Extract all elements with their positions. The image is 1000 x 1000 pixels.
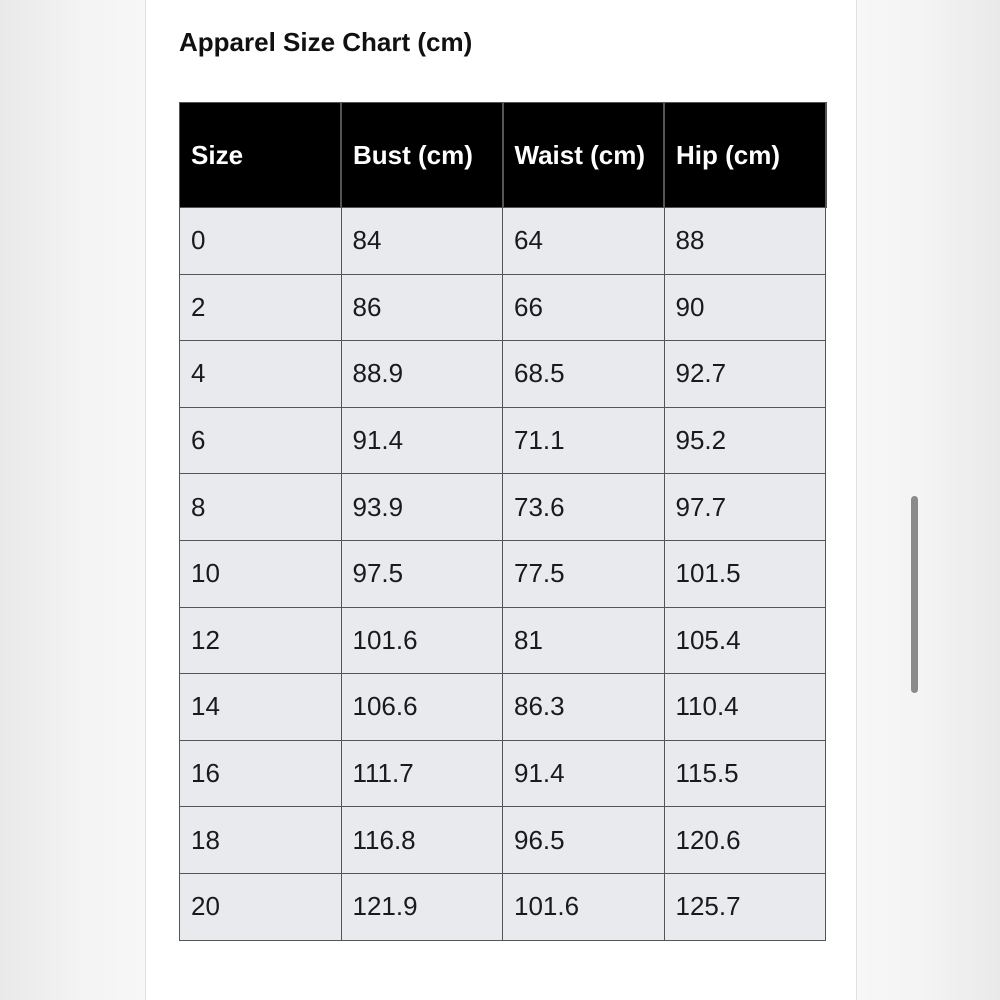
- cell-bust: 121.9: [341, 873, 503, 940]
- cell-hip: 125.7: [664, 873, 826, 940]
- cell-size: 0: [180, 208, 342, 275]
- cell-waist: 68.5: [503, 341, 665, 408]
- cell-waist: 101.6: [503, 873, 665, 940]
- cell-bust: 86: [341, 274, 503, 341]
- column-header-waist: Waist (cm): [503, 103, 665, 208]
- table-row: [180, 873, 826, 940]
- table-row: [180, 274, 826, 341]
- table-row: [180, 208, 826, 275]
- cell-size: 8: [180, 474, 342, 541]
- cell-bust: 84: [341, 208, 503, 275]
- table-row: [180, 807, 826, 874]
- cell-size: 16: [180, 740, 342, 807]
- cell-hip: 105.4: [664, 607, 826, 674]
- cell-size: 20: [180, 873, 342, 940]
- table-row: [180, 607, 826, 674]
- table-row: [180, 674, 826, 741]
- cell-waist: 73.6: [503, 474, 665, 541]
- size-chart-table: [179, 102, 827, 941]
- cell-waist: 81: [503, 607, 665, 674]
- cell-size: 2: [180, 274, 342, 341]
- cell-bust: 106.6: [341, 674, 503, 741]
- scroll-indicator[interactable]: [911, 496, 918, 693]
- cell-hip: 110.4: [664, 674, 826, 741]
- cell-bust: 111.7: [341, 740, 503, 807]
- cell-hip: 101.5: [664, 540, 826, 607]
- cell-bust: 101.6: [341, 607, 503, 674]
- cell-hip: 120.6: [664, 807, 826, 874]
- table-row: [180, 341, 826, 408]
- table-row: [180, 407, 826, 474]
- cell-size: 6: [180, 407, 342, 474]
- cell-hip: 115.5: [664, 740, 826, 807]
- cell-waist: 86.3: [503, 674, 665, 741]
- page-title: Apparel Size Chart (cm): [179, 27, 473, 57]
- cell-waist: 96.5: [503, 807, 665, 874]
- cell-size: 4: [180, 341, 342, 408]
- cell-size: 12: [180, 607, 342, 674]
- cell-hip: 97.7: [664, 474, 826, 541]
- cell-waist: 64: [503, 208, 665, 275]
- cell-bust: 116.8: [341, 807, 503, 874]
- column-header-hip: Hip (cm): [664, 103, 826, 208]
- cell-bust: 91.4: [341, 407, 503, 474]
- column-header-size: Size: [180, 103, 342, 208]
- cell-hip: 88: [664, 208, 826, 275]
- cell-size: 10: [180, 540, 342, 607]
- cell-size: 18: [180, 807, 342, 874]
- cell-hip: 90: [664, 274, 826, 341]
- table-row: [180, 740, 826, 807]
- cell-size: 14: [180, 674, 342, 741]
- cell-waist: 71.1: [503, 407, 665, 474]
- table-row: [180, 540, 826, 607]
- cell-bust: 97.5: [341, 540, 503, 607]
- cell-waist: 91.4: [503, 740, 665, 807]
- cell-hip: 95.2: [664, 407, 826, 474]
- column-header-bust: Bust (cm): [341, 103, 503, 208]
- cell-waist: 66: [503, 274, 665, 341]
- cell-hip: 92.7: [664, 341, 826, 408]
- cell-bust: 88.9: [341, 341, 503, 408]
- cell-bust: 93.9: [341, 474, 503, 541]
- table-header-row: [180, 103, 826, 208]
- content-page: [145, 0, 857, 1000]
- table-row: [180, 474, 826, 541]
- cell-waist: 77.5: [503, 540, 665, 607]
